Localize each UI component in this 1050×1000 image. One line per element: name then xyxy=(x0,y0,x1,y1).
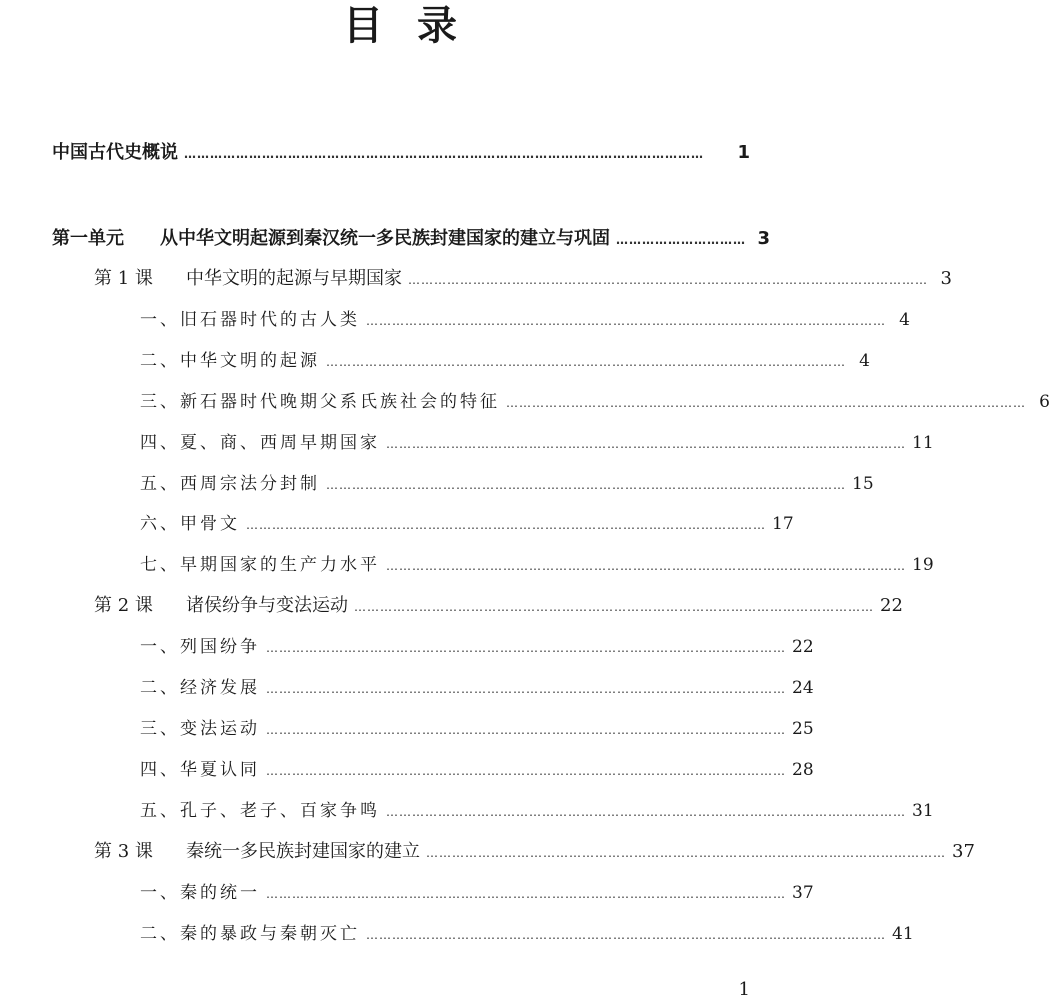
toc-entry-section[interactable] xyxy=(140,919,914,949)
toc-entry-section[interactable] xyxy=(140,509,794,539)
toc-entry-page: 19 xyxy=(912,555,934,575)
page-title: 目录 xyxy=(343,3,491,49)
toc-entry-text: 二、经济发展 xyxy=(140,678,260,698)
toc-entry-page: 37 xyxy=(792,883,814,903)
toc-entry-section[interactable] xyxy=(140,550,934,580)
page-number: 1 xyxy=(738,979,750,1000)
toc-entry-section[interactable] xyxy=(140,346,870,376)
toc-entry-text: 四、夏、商、西周早期国家 xyxy=(140,433,380,453)
toc-entry-text: 二、秦的暴政与秦朝灭亡 xyxy=(140,924,360,944)
lesson-label: 第 1 课 xyxy=(94,268,153,289)
toc-entry-section[interactable] xyxy=(140,469,874,499)
dot-leader: ………………………………………………………………………………………………………… xyxy=(266,764,786,778)
toc-entry-text: 秦统一多民族封建国家的建立 xyxy=(186,841,420,862)
lesson-label: 第 2 课 xyxy=(94,595,153,616)
dot-leader: ………………………………………………………………………………………………………… xyxy=(266,887,786,901)
toc-entry-text: 三、变法运动 xyxy=(140,719,260,739)
toc-entry-section[interactable] xyxy=(140,796,934,826)
toc-entry-text: 四、华夏认同 xyxy=(140,760,260,780)
toc-entry-lesson[interactable] xyxy=(94,264,952,294)
dot-leader: ………………………………………………………………………………………………………… xyxy=(266,641,786,655)
toc-entry-page: 25 xyxy=(792,719,814,739)
toc-entry-text: 七、早期国家的生产力水平 xyxy=(140,555,380,575)
toc-entry-text: 诸侯纷争与变法运动 xyxy=(186,595,348,616)
toc-entry-page: 3 xyxy=(940,268,952,289)
dot-leader: ………………………………………………………………………………………………………… xyxy=(246,518,766,532)
dot-leader: ………………………………………………………………………………………………………… xyxy=(426,846,946,860)
toc-entry-page: 41 xyxy=(892,924,914,944)
toc-entry-page: 22 xyxy=(792,637,814,657)
dot-leader: ………………………………………………………………………………………………………… xyxy=(366,314,886,328)
toc-entry-page: 11 xyxy=(912,433,934,453)
toc-entry-section[interactable] xyxy=(140,387,1050,417)
toc-entry-text: 六、甲骨文 xyxy=(140,514,240,534)
toc-entry-page: 22 xyxy=(880,595,903,616)
toc-entry-section[interactable] xyxy=(140,878,814,908)
toc-entry-page: 17 xyxy=(772,514,794,534)
toc-entry-page: 15 xyxy=(852,474,874,494)
toc-entry-page: 4 xyxy=(899,310,910,330)
toc-entry-section[interactable] xyxy=(140,305,910,335)
toc-entry-text: 中国古代史概说 xyxy=(52,142,178,163)
toc-entry-text: 一、秦的统一 xyxy=(140,883,260,903)
unit-label: 第一单元 xyxy=(52,228,124,249)
dot-leader: ………………………… xyxy=(616,233,746,247)
dot-leader: ………………………………………………………………………………………………………… xyxy=(266,682,786,696)
toc-entry-text: 从中华文明起源到秦汉统一多民族封建国家的建立与巩固 xyxy=(160,228,610,249)
toc-entry-page: 3 xyxy=(757,228,770,249)
dot-leader: ………………………………………………………………………………………………………… xyxy=(326,478,846,492)
dot-leader: ………………………………………………………………………………………………………… xyxy=(326,355,846,369)
dot-leader: ………………………………………………………………………………………………………… xyxy=(366,928,886,942)
toc-entry-text: 二、中华文明的起源 xyxy=(140,351,320,371)
toc-entry-text: 三、新石器时代晚期父系氏族社会的特征 xyxy=(140,392,500,412)
toc-entry-lesson[interactable] xyxy=(94,591,903,621)
dot-leader: ………………………………………………………………………………………………………… xyxy=(266,723,786,737)
toc-entry-page: 24 xyxy=(792,678,814,698)
toc-entry-section[interactable] xyxy=(140,673,814,703)
toc-entry-unit[interactable] xyxy=(52,224,770,254)
toc-entry-lesson[interactable] xyxy=(94,837,975,867)
dot-leader: ………………………………………………………………………………………………………… xyxy=(506,396,1026,410)
toc-entry-text: 一、旧石器时代的古人类 xyxy=(140,310,360,330)
toc-entry-page: 1 xyxy=(737,142,750,163)
toc-entry-section[interactable] xyxy=(140,714,814,744)
toc-entry-page: 28 xyxy=(792,760,814,780)
dot-leader: ………………………………………………………………………………………………………… xyxy=(354,600,874,614)
toc-entry-page: 37 xyxy=(952,841,975,862)
lesson-label: 第 3 课 xyxy=(94,841,153,862)
toc-entry-page: 6 xyxy=(1039,392,1050,412)
toc-entry-text: 一、列国纷争 xyxy=(140,637,260,657)
toc-entry-section[interactable] xyxy=(140,755,814,785)
toc-entry-section[interactable] xyxy=(140,632,814,662)
dot-leader: ………………………………………………………………………………………………………… xyxy=(386,805,906,819)
toc-entry-intro[interactable] xyxy=(52,138,750,168)
dot-leader: ………………………………………………………………………………………………………… xyxy=(408,273,928,287)
toc-entry-page: 31 xyxy=(912,801,934,821)
toc-entry-text: 五、西周宗法分封制 xyxy=(140,474,320,494)
toc-entry-page: 4 xyxy=(859,351,870,371)
dot-leader: ………………………………………………………………………………………………………… xyxy=(184,147,704,161)
toc-entry-text: 五、孔子、老子、百家争鸣 xyxy=(140,801,380,821)
toc-entry-text: 中华文明的起源与早期国家 xyxy=(186,268,402,289)
dot-leader: ………………………………………………………………………………………………………… xyxy=(386,437,906,451)
dot-leader: ………………………………………………………………………………………………………… xyxy=(386,559,906,573)
toc-entry-section[interactable] xyxy=(140,428,934,458)
